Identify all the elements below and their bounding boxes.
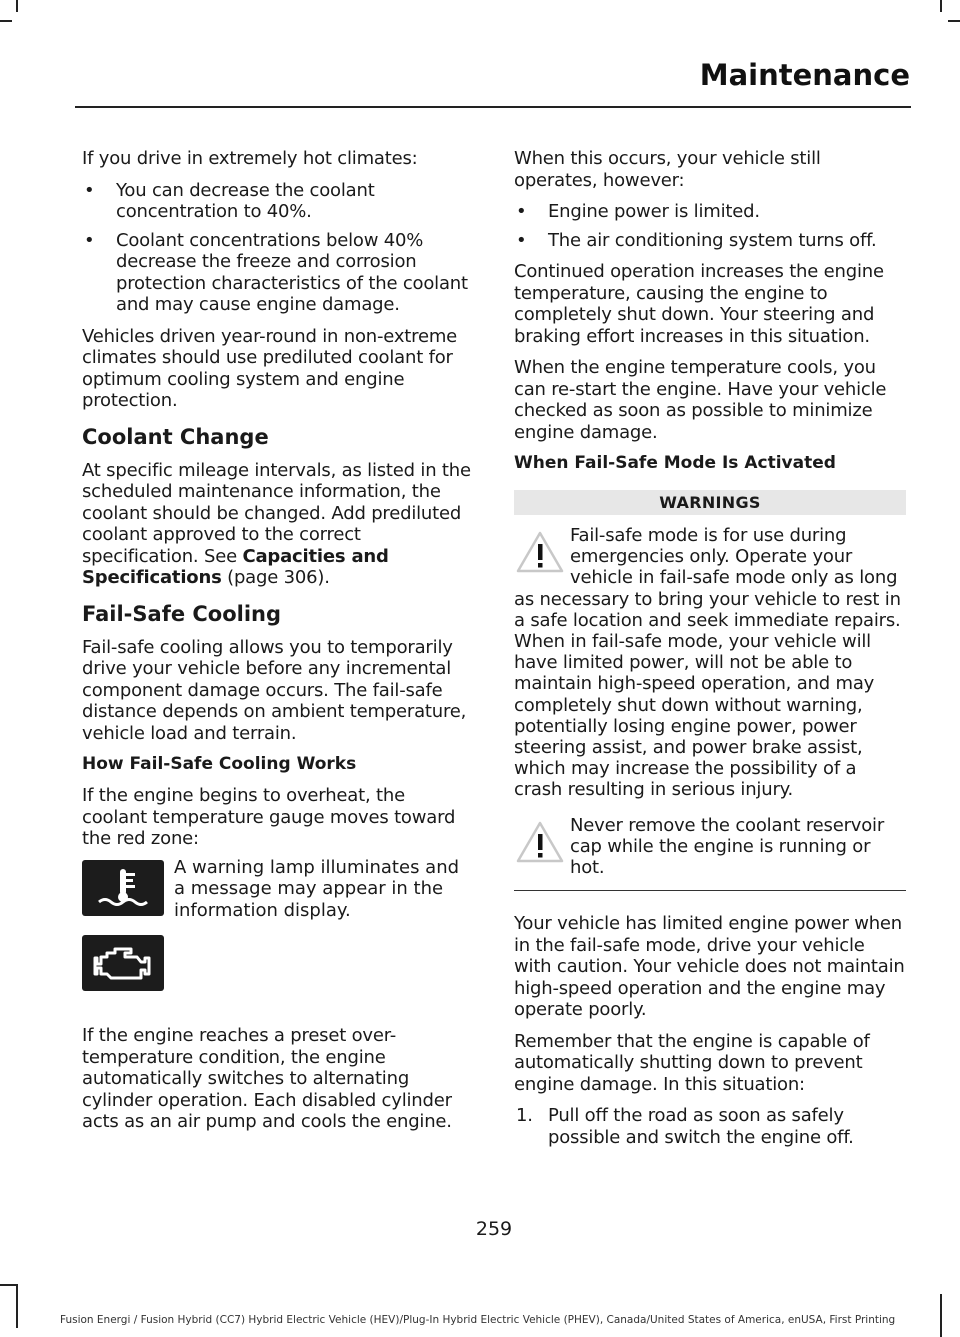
limitations-list xyxy=(514,201,906,251)
lamp-description: A warning lamp illuminates and a message may appear in the information display. xyxy=(174,856,460,921)
limited-power-paragraph: Your vehicle has limited engine power when in the fail-safe mode, drive your vehicle with caution. Your vehicle does not maintain high-speed operation and the engine may operate poorly. xyxy=(514,913,905,1021)
how-fail-safe-heading: How Fail-Safe Cooling Works xyxy=(82,754,357,774)
fail-safe-paragraph: Fail-safe cooling allows you to temporarily drive your vehicle before any incremental component damage occurs. The fail-safe distance depends on ambient temperature, vehicle load and terrain. xyxy=(82,636,467,744)
hot-climates-intro: If you drive in extremely hot climates: xyxy=(82,148,418,169)
coolant-change-paragraph: At specific mileage intervals, as listed in the scheduled maintenance information, the coolant should be changed. Add prediluted coolant approved to the correct specification. See Capacities and Specifications (page 306). xyxy=(82,459,471,588)
crop-mark xyxy=(16,1284,18,1328)
engine-cools-paragraph: When the engine temperature cools, you can re-start the engine. Have your vehicle checked as soon as possible to minimize engine damage. xyxy=(514,357,887,443)
list-item: • You can decrease the coolant concentration to 40%. xyxy=(84,179,375,222)
page-footer: Fusion Energi / Fusion Hybrid (CC7) Hybrid Electric Vehicle (HEV)/Plug-In Hybrid Electric Vehicle (PHEV), Canada/United States of America, enUSA, First Printing xyxy=(60,1314,896,1326)
list-item: • Engine power is limited. xyxy=(516,201,760,222)
warnings-banner: WARNINGS xyxy=(514,490,906,515)
still-operates-paragraph: When this occurs, your vehicle still operates, however: xyxy=(514,148,821,191)
crop-mark xyxy=(0,20,12,22)
warning-lamps xyxy=(82,856,474,992)
warning-triangle-icon xyxy=(514,529,566,575)
left-column xyxy=(82,148,474,1143)
coolant-change-heading: Coolant Change xyxy=(82,424,269,449)
continued-operation-paragraph: Continued operation increases the engine temperature, causing the engine to completely shut down. Your steering and braking effort increases in this situation. xyxy=(514,261,884,347)
capacities-link[interactable]: Capacities and Specifications xyxy=(82,545,389,588)
page-title: Maintenance xyxy=(699,58,910,92)
crop-mark xyxy=(16,0,18,12)
fail-safe-activated-heading: When Fail-Safe Mode Is Activated xyxy=(514,453,836,473)
list-item: • Coolant concentrations below 40% decrease the freeze and corrosion protection characteristics of the coolant and may cause engine damage. xyxy=(84,229,468,315)
right-column xyxy=(514,148,906,1158)
fail-safe-cooling-heading: Fail-Safe Cooling xyxy=(82,601,282,626)
header-rule xyxy=(75,106,911,108)
crop-mark xyxy=(940,0,942,12)
warning-fail-safe: Fail-safe mode is for use during emergencies only. Operate your vehicle in fail-safe mode only as long as necessary to bring your vehicle to rest in a safe location and seek immediate repairs. When in fail-safe mode, your vehicle will have limited power, will not be able to maintain high-speed operation, and may completely shut down without warning, potentially losing engine power, power steering assist, and power brake assist, which may increase the possibility of a crash resulting in serious injury. xyxy=(514,525,901,801)
warning-reservoir-cap: Never remove the coolant reservoir cap while the engine is running or hot. xyxy=(514,815,906,879)
automatic-shutdown-paragraph: Remember that the engine is capable of automatically shutting down to prevent engine damage. In this situation: xyxy=(514,1030,870,1095)
warnings-divider xyxy=(514,890,906,891)
shutdown-steps xyxy=(514,1105,906,1148)
hot-climates-list xyxy=(82,180,474,316)
crop-mark xyxy=(948,20,960,22)
overheat-paragraph: If the engine begins to overheat, the coolant temperature gauge moves toward the red zone: xyxy=(82,785,456,849)
vehicles-paragraph: Vehicles driven year-round in non-extreme climates should use prediluted coolant for optimum cooling system and engine protection. xyxy=(82,325,458,411)
check-engine-icon xyxy=(82,935,164,991)
over-temperature-paragraph: If the engine reaches a preset over-temperature condition, the engine automatically switches to alternating cylinder operation. Each disabled cylinder acts as an air pump and cools the engine. xyxy=(82,1025,452,1132)
page-number: 259 xyxy=(475,1218,513,1240)
list-item: 1. Pull off the road as soon as safely possible and switch the engine off. xyxy=(516,1105,854,1148)
list-item: • The air conditioning system turns off. xyxy=(516,229,877,251)
warning-triangle-icon xyxy=(514,819,566,865)
coolant-temperature-icon xyxy=(82,860,164,916)
